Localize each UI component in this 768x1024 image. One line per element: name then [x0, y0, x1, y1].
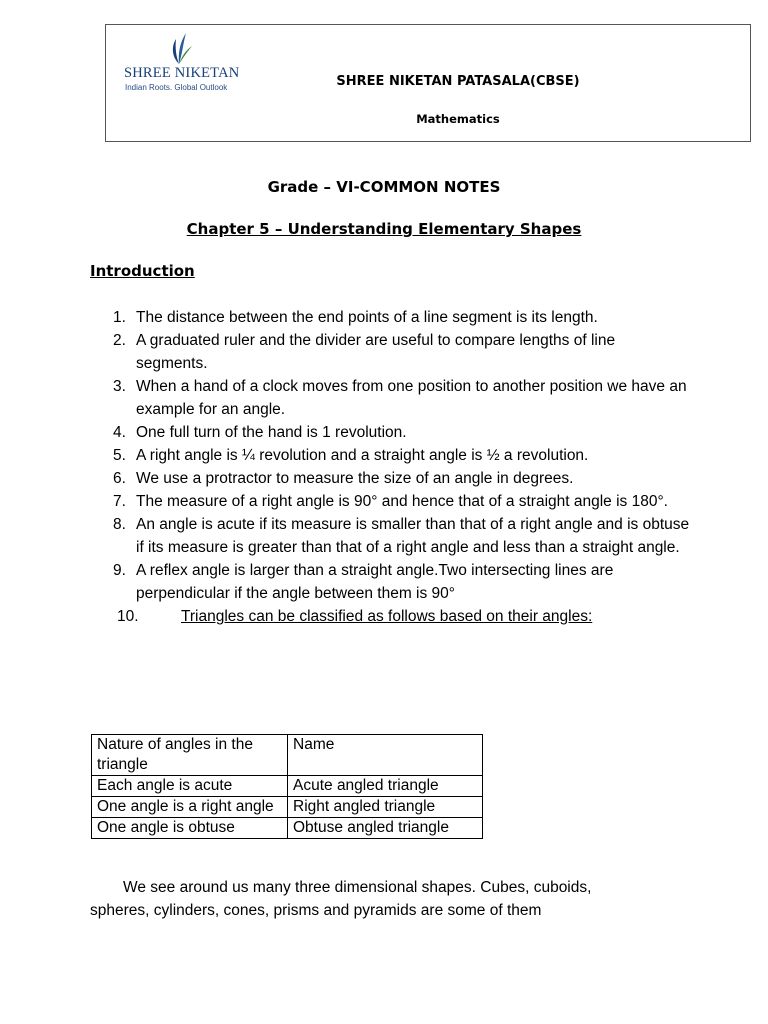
table-header-cell: Name	[288, 735, 483, 776]
table-cell: Right angled triangle	[288, 797, 483, 818]
section-title: Introduction	[90, 262, 195, 280]
table-cell: Acute angled triangle	[288, 776, 483, 797]
leaf-emblem-icon	[164, 31, 194, 65]
table-cell: One angle is a right angle	[92, 797, 288, 818]
school-logo	[124, 31, 254, 101]
list-item: 3. When a hand of a clock moves from one position to another position we have an example for an angle.	[113, 378, 687, 418]
table-cell: Each angle is acute	[92, 776, 288, 797]
list-item: 7. The measure of a right angle is 90° and hence that of a straight angle is 180°.	[113, 493, 668, 510]
list-item: 6. We use a protractor to measure the size of an angle in degrees.	[113, 470, 574, 487]
list-item: 2. A graduated ruler and the divider are useful to compare lengths of line segments.	[113, 332, 616, 372]
logo-tagline: Indian Roots. Global Outlook	[125, 83, 228, 92]
list-item: 5. A right angle is ¼ revolution and a straight angle is ½ a revolution.	[113, 447, 589, 464]
table-row	[92, 776, 483, 797]
list-item: 1. The distance between the end points of a line segment is its length.	[113, 309, 598, 326]
school-name: SHREE NIKETAN PATASALA(CBSE)	[336, 74, 580, 89]
table-cell: One angle is obtuse	[92, 818, 288, 839]
grade-title: Grade – VI-COMMON NOTES	[267, 178, 501, 196]
chapter-title: Chapter 5 – Understanding Elementary Shapes	[186, 220, 582, 238]
list-item: 8. An angle is acute if its measure is smaller than that of a right angle and is obtuse if its measure is greater than that of a right angle and less than a straight angle.	[113, 516, 690, 556]
logo-name: SHREE NIKETAN	[124, 65, 240, 81]
table-header-cell: Nature of angles in the triangle	[92, 735, 288, 776]
intro-points-list	[90, 306, 690, 628]
triangle-classification-table	[91, 734, 483, 839]
list-item: 10. Triangles can be classified as follows based on their angles:	[117, 608, 593, 625]
list-item: 9. A reflex angle is larger than a straight angle.Two intersecting lines are perpendicular if the angle between them is 90°	[113, 562, 614, 602]
header-box	[105, 24, 751, 142]
subject-name: Mathematics	[416, 112, 500, 126]
table-row	[92, 818, 483, 839]
closing-paragraph: We see around us many three dimensional shapes. Cubes, cuboids, spheres, cylinders, cones, prisms and pyramids are some of them	[90, 879, 592, 919]
table-cell: Obtuse angled triangle	[288, 818, 483, 839]
table-header-row	[92, 735, 483, 776]
list-item: 4. One full turn of the hand is 1 revolution.	[113, 424, 407, 441]
table-row	[92, 797, 483, 818]
